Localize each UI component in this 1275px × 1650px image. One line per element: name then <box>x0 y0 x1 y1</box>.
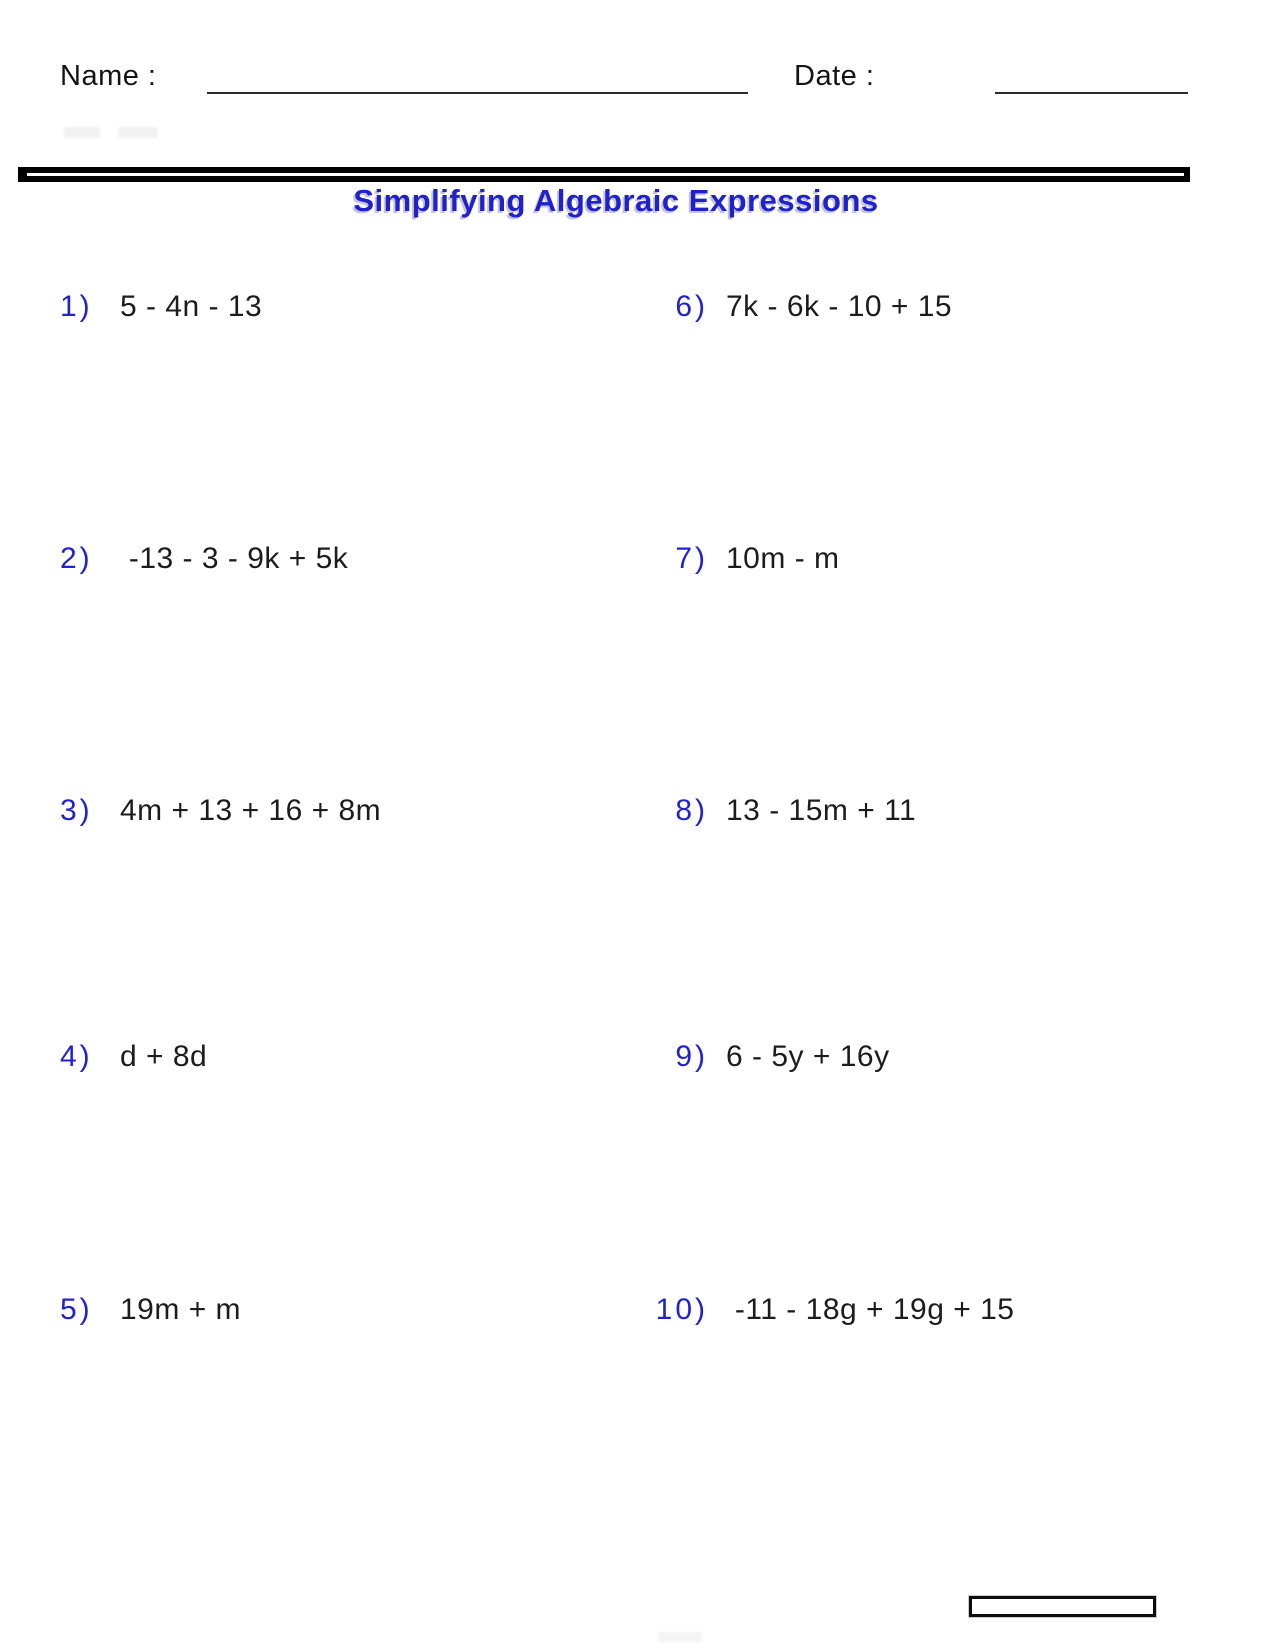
faded-print-artifact <box>64 127 100 138</box>
problem-expression: 4m + 13 + 16 + 8m <box>120 794 382 827</box>
problem-number: 7) <box>675 542 708 575</box>
problem-4 <box>60 1040 207 1073</box>
problem-8 <box>650 794 916 827</box>
problem-7 <box>650 542 840 575</box>
problem-expression: 7k - 6k - 10 + 15 <box>726 290 953 323</box>
problem-expression: -11 - 18g + 19g + 15 <box>726 1293 1015 1326</box>
problem-1 <box>60 290 262 323</box>
faded-print-artifact <box>658 1632 702 1642</box>
worksheet-title: Simplifying Algebraic Expressions <box>353 183 879 218</box>
name-blank-line <box>207 92 748 94</box>
problem-number: 5) <box>60 1293 93 1326</box>
problem-expression: 6 - 5y + 16y <box>726 1040 890 1073</box>
problem-number: 2) <box>60 542 93 575</box>
faded-print-artifact <box>118 127 158 138</box>
date-blank-line <box>995 92 1188 94</box>
problem-number: 3) <box>60 794 93 827</box>
problem-number: 4) <box>60 1040 93 1073</box>
problem-6 <box>650 290 952 323</box>
problem-number: 6) <box>675 290 708 323</box>
date-label: Date : <box>794 60 875 92</box>
problem-expression: d + 8d <box>120 1040 208 1073</box>
problem-expression: 10m - m <box>726 542 840 575</box>
problem-expression: 19m + m <box>120 1293 242 1326</box>
problem-5 <box>60 1293 241 1326</box>
header-divider-rule-stripe <box>27 173 1184 176</box>
header-divider-rule <box>18 167 1190 182</box>
problem-number: 10) <box>655 1293 708 1326</box>
problem-10 <box>650 1293 1014 1326</box>
problem-expression: 13 - 15m + 11 <box>726 794 917 827</box>
name-label: Name : <box>60 60 157 92</box>
problem-number: 1) <box>60 290 93 323</box>
problem-number: 9) <box>675 1040 708 1073</box>
problem-expression: 5 - 4n - 13 <box>120 290 263 323</box>
problem-2 <box>60 542 348 575</box>
footer-empty-box <box>969 1596 1156 1617</box>
problem-3 <box>60 794 381 827</box>
problem-expression: -13 - 3 - 9k + 5k <box>120 542 349 575</box>
problem-number: 8) <box>675 794 708 827</box>
problem-9 <box>650 1040 890 1073</box>
